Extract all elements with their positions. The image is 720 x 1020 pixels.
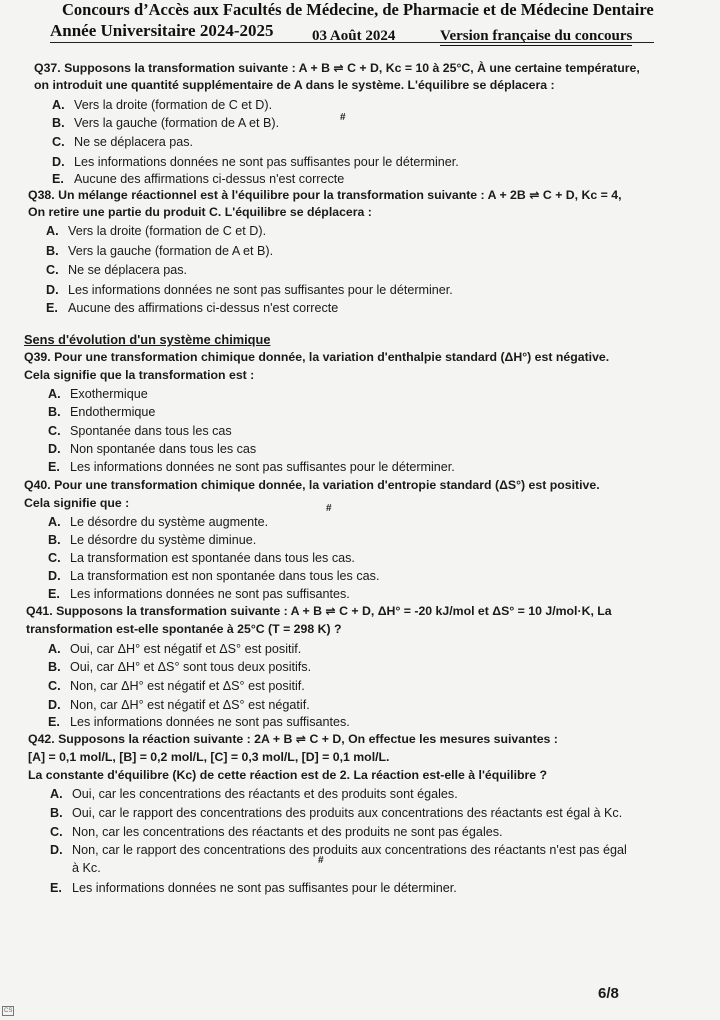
q37-option-c: C. Ne se déplacera pas.: [52, 135, 194, 149]
q40-option-c: C. La transformation est spontanée dans tous les cas.: [48, 551, 355, 565]
page-number: 6/8: [598, 985, 619, 1002]
scanner-logo: CS: [4, 1008, 13, 1014]
q39-option-c: C. Spontanée dans tous les cas: [48, 424, 232, 438]
q39-option-e: E. Les informations données ne sont pas suffisantes pour le déterminer.: [48, 460, 455, 474]
q41-option-d: D. Non, car ΔH° est négatif et ΔS° est négatif.: [48, 698, 310, 712]
q41-stem-line1: Q41. Supposons la transformation suivante : A + B ⇌ C + D, ΔH° = -20 kJ/mol et ΔS° = 10 J/mol·K, La: [26, 604, 612, 618]
q40-option-d: D. La transformation est non spontanée dans tous les cas.: [48, 569, 380, 583]
header-title: Concours d’Accès aux Facultés de Médecine, de Pharmacie et de Médecine Dentaire: [62, 0, 654, 19]
academic-year: Année Universitaire 2024-2025: [50, 21, 274, 40]
q38-option-a: A. Vers la droite (formation de C et D).: [46, 224, 267, 238]
q37-stem-line2: on introduit une quantité supplémentaire de A dans le système. L'équilibre se déplacera :: [34, 78, 555, 92]
q42-option-d: D. Non, car le rapport des concentrations des produits aux concentrations des réactants n'est pas égal: [50, 843, 627, 857]
q38-option-b: B. Vers la gauche (formation de A et B).: [46, 244, 274, 258]
q37-answer-mark: #: [340, 112, 346, 123]
q40-option-b: B. Le désordre du système diminue.: [48, 533, 257, 547]
q41-option-c: C. Non, car ΔH° est négatif et ΔS° est positif.: [48, 679, 305, 693]
q39-option-b: B. Endothermique: [48, 405, 156, 419]
q40-stem-line1: Q40. Pour une transformation chimique donnée, la variation d'entropie standard (ΔS°) est positive.: [24, 478, 600, 492]
q41-option-b: B. Oui, car ΔH° et ΔS° sont tous deux positifs.: [48, 660, 312, 674]
q37-option-d: D. Les informations données ne sont pas suffisantes pour le déterminer.: [52, 155, 459, 169]
exam-version: Version française du concours: [440, 28, 633, 44]
q42-stem-line1: Q42. Supposons la réaction suivante : 2A + B ⇌ C + D, On effectue les mesures suivantes :: [28, 732, 558, 746]
q39-stem-line1: Q39. Pour une transformation chimique donnée, la variation d'enthalpie standard (ΔH°) est négative.: [24, 350, 610, 364]
q39-stem-line2: Cela signifie que la transformation est :: [24, 368, 255, 382]
q40-stem-line2: Cela signifie que :: [24, 496, 130, 510]
q39-option-a: A. Exothermique: [48, 387, 148, 401]
q40-option-a: A. Le désordre du système augmente.: [48, 515, 269, 529]
q42-option-c: C. Non, car les concentrations des réactants et des produits ne sont pas égales.: [50, 825, 503, 839]
q38-option-c: C. Ne se déplacera pas.: [46, 263, 188, 277]
q42-option-b: B. Oui, car le rapport des concentrations des produits aux concentrations des réactants est égal à Kc.: [50, 806, 623, 820]
header-divider: [50, 42, 654, 43]
q38-stem-line2: On retire une partie du produit C. L'équilibre se déplacera :: [28, 205, 372, 219]
q42-option-a: A. Oui, car les concentrations des réactants et des produits sont égales.: [50, 787, 458, 801]
q37-option-b: B. Vers la gauche (formation de A et B).: [52, 116, 280, 130]
q40-answer-mark: #: [326, 503, 332, 514]
q41-stem-line2: transformation est-elle spontanée à 25°C (T = 298 K) ?: [26, 622, 342, 636]
q38-option-e: E. Aucune des affirmations ci-dessus n'est correcte: [46, 301, 339, 315]
q37-stem-line1: Q37. Supposons la transformation suivante : A + B ⇌ C + D, Kc = 10 à 25°C, À une certaine température,: [34, 61, 640, 75]
q42-answer-mark: #: [318, 855, 324, 866]
q40-option-e: E. Les informations données ne sont pas suffisantes.: [48, 587, 350, 601]
q39-option-d: D. Non spontanée dans tous les cas: [48, 442, 257, 456]
q42-stem-line2: [A] = 0,1 mol/L, [B] = 0,2 mol/L, [C] = 0,3 mol/L, [D] = 0,1 mol/L.: [28, 750, 390, 764]
q42-stem-line3: La constante d'équilibre (Kc) de cette réaction est de 2. La réaction est-elle à l'équilibre ?: [28, 768, 548, 782]
q38-option-d: D. Les informations données ne sont pas suffisantes pour le déterminer.: [46, 283, 453, 297]
header-year-line: [50, 21, 633, 44]
q37-option-a: A. Vers la droite (formation de C et D).: [52, 98, 273, 112]
q41-option-a: A. Oui, car ΔH° est négatif et ΔS° est positif.: [48, 642, 302, 656]
exam-date: 03 Août 2024: [312, 28, 396, 44]
q37-option-e: E. Aucune des affirmations ci-dessus n'est correcte: [52, 172, 345, 186]
q42-option-d-continuation: à Kc.: [72, 861, 101, 875]
q41-option-e: E. Les informations données ne sont pas suffisantes.: [48, 715, 350, 729]
q38-stem-line1: Q38. Un mélange réactionnel est à l'équilibre pour la transformation suivante : A + 2B ⇌ C + D, Kc = 4,: [28, 188, 622, 202]
q42-option-e: E. Les informations données ne sont pas suffisantes pour le déterminer.: [50, 881, 457, 895]
section-title: Sens d'évolution d'un système chimique: [24, 332, 271, 347]
